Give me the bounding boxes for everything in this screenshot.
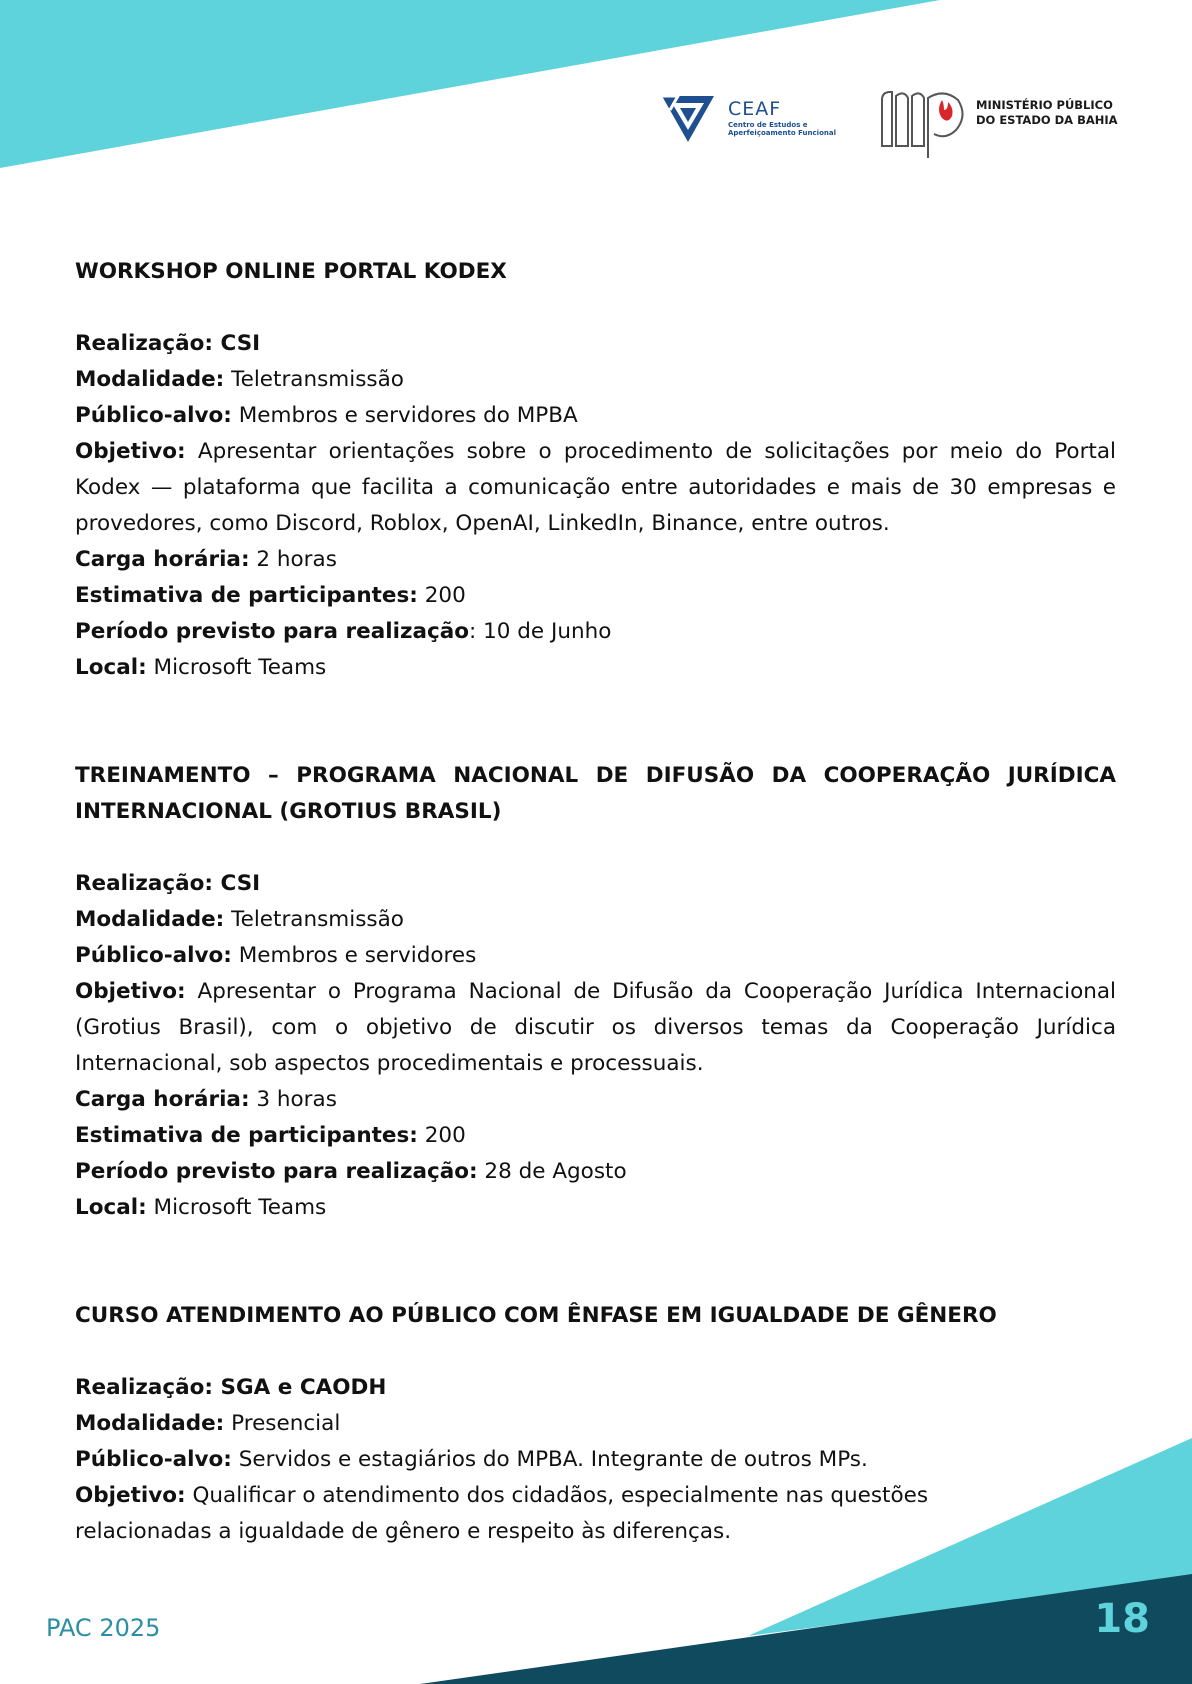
section-title: TREINAMENTO – PROGRAMA NACIONAL DE DIFUSÃO DA COOPERAÇÃO JURÍDICA INTERNACIONAL (GROTIUS BRASIL)	[75, 763, 1116, 824]
mp-emblem-icon	[878, 88, 968, 160]
objetivo: Objetivo: Qualificar o atendimento dos cidadãos, especialmente nas questões	[75, 1483, 929, 1508]
local: Local: Microsoft Teams	[75, 655, 327, 680]
realizacao: Realização: SGA e CAODH	[75, 1375, 387, 1400]
realizacao: Realização: CSI	[75, 871, 261, 896]
section-igualdade-genero	[75, 1298, 1116, 1550]
mp-name: MINISTÉRIO PÚBLICO DO ESTADO DA BAHIA	[976, 98, 1118, 127]
local: Local: Microsoft Teams	[75, 1195, 327, 1220]
document-label: PAC 2025	[46, 1614, 161, 1642]
document-body	[75, 254, 1116, 1550]
carga-horaria: Carga horária: 3 horas	[75, 1087, 337, 1112]
section-title: CURSO ATENDIMENTO AO PÚBLICO COM ÊNFASE EM IGUALDADE DE GÊNERO	[75, 1303, 997, 1328]
flame-icon	[939, 100, 953, 121]
section-grotius-brasil	[75, 758, 1116, 1226]
section-title: WORKSHOP ONLINE PORTAL KODEX	[75, 259, 507, 284]
publico-alvo: Público-alvo: Membros e servidores do MPBA	[75, 403, 578, 428]
carga-horaria: Carga horária: 2 horas	[75, 547, 337, 572]
ceaf-name: CEAF	[728, 98, 782, 120]
publico-alvo: Público-alvo: Membros e servidores	[75, 943, 477, 968]
periodo-previsto: Período previsto para realização: 10 de Junho	[75, 619, 612, 644]
section-workshop-kodex	[75, 254, 1116, 686]
page-number: 18	[1094, 1596, 1150, 1642]
periodo-previsto: Período previsto para realização: 28 de Agosto	[75, 1159, 627, 1184]
mpba-logo	[878, 88, 1130, 160]
objetivo-continued: relacionadas a igualdade de gênero e respeito às diferenças.	[75, 1519, 732, 1544]
estimativa-participantes: Estimativa de participantes: 200	[75, 583, 466, 608]
ceaf-emblem-icon	[660, 92, 716, 146]
publico-alvo: Público-alvo: Servidos e estagiários do MPBA. Integrante de outros MPs.	[75, 1447, 868, 1472]
estimativa-participantes: Estimativa de participantes: 200	[75, 1123, 466, 1148]
objetivo: Objetivo: Apresentar orientações sobre o procedimento de solicitações por meio do Portal Kodex — plataforma que facilita a comunicação entre autoridades e mais de 30 empresas e provedores, como Discord, Roblox, OpenAI, LinkedIn, Binance, entre outros.	[75, 439, 1116, 536]
modalidade: Modalidade: Teletransmissão	[75, 907, 404, 932]
ceaf-subtitle: Centro de Estudos e Aperfeiçoamento Funcional	[728, 121, 836, 137]
ceaf-logo	[660, 88, 850, 148]
realizacao: Realização: CSI	[75, 331, 261, 356]
modalidade: Modalidade: Presencial	[75, 1411, 341, 1436]
modalidade: Modalidade: Teletransmissão	[75, 367, 404, 392]
objetivo: Objetivo: Apresentar o Programa Nacional de Difusão da Cooperação Jurídica Internacional (Grotius Brasil), com o objetivo de discutir os diversos temas da Cooperação Jurídica Internacional, sob aspectos procedimentais e processuais.	[75, 979, 1116, 1076]
header-logos	[660, 88, 1130, 160]
